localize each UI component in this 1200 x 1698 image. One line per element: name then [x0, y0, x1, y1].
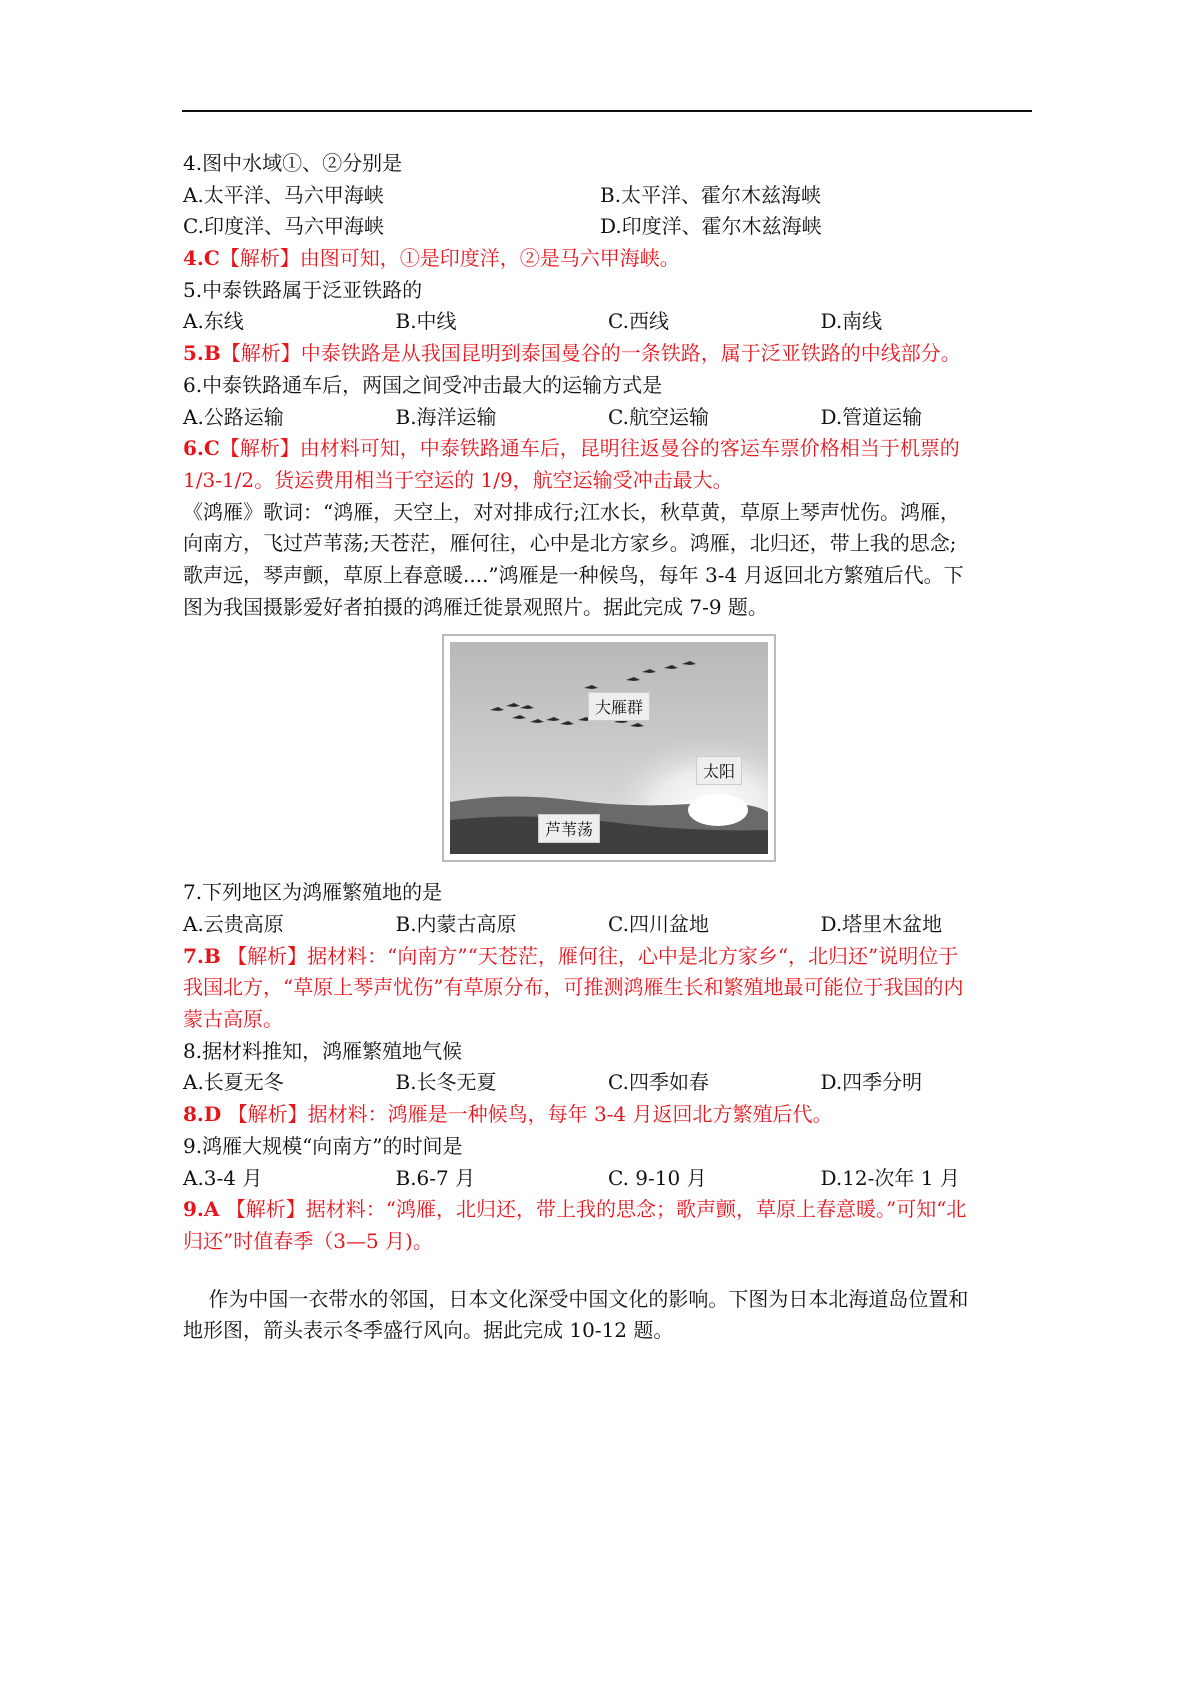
question-5-options — [183, 306, 1033, 338]
option-a: A.公路运输 — [183, 404, 284, 429]
question-8-options — [183, 1067, 1033, 1099]
section-gap — [183, 1258, 1033, 1284]
option-c: C.西线 — [608, 309, 669, 334]
question-7-answer-line3: 蒙古高原。 — [183, 1007, 283, 1032]
answer-explanation: 【解析】由材料可知，中泰铁路通车后，昆明往返曼谷的客运车票价格相当于机票的 — [219, 436, 960, 461]
option-a: A.3-4 月 — [183, 1165, 263, 1190]
geese-photo — [450, 642, 768, 854]
passage-2-line2: 地形图，箭头表示冬季盛行风向。据此完成 10-12 题。 — [183, 1318, 674, 1343]
answer-explanation: 【解析】据材料：“鸿雁，北归还，带上我的思念；歌声颤，草原上春意暖。”可知“北 — [219, 1197, 967, 1222]
answer-key: 4.C — [183, 246, 220, 271]
option-a: A.东线 — [183, 309, 244, 334]
question-7-answer-line2: 我国北方，“草原上琴声忧伤”有草原分布，可推测鸿雁生长和繁殖地最可能位于我国的内 — [183, 975, 964, 1000]
option-d: D.塔里木盆地 — [820, 912, 943, 936]
option-b: B.海洋运输 — [395, 404, 497, 429]
answer-key: 8.D — [183, 1102, 222, 1127]
label-geese: 大雁群 — [588, 692, 650, 721]
question-9-options — [183, 1163, 1033, 1195]
answer-explanation: 【解析】据材料：鸿雁是一种候鸟，每年 3-4 月返回北方繁殖后代。 — [221, 1102, 833, 1127]
option-c: C.印度洋、马六甲海峡 — [183, 214, 384, 239]
option-c: C.四川盆地 — [608, 912, 709, 936]
option-c: C.航空运输 — [608, 404, 709, 429]
option-d: D.四季分明 — [820, 1070, 923, 1095]
question-6-answer-line2: 1/3-1/2。货运费用相当于空运的 1/9，航空运输受冲击最大。 — [183, 467, 733, 492]
passage-1-line2: 向南方，飞过芦苇荡;天苍茫，雁何往，心中是北方家乡。鸿雁，北归还，带上我的思念; — [183, 531, 957, 556]
passage-2-line1: 作为中国一衣带水的邻国，日本文化深受中国文化的影响。下图为日本北海道岛位置和 — [183, 1286, 969, 1311]
geese-photo-figure — [442, 634, 776, 862]
option-d: D.12-次年 1 月 — [820, 1165, 960, 1190]
question-4-answer — [183, 243, 1033, 275]
question-7-answer-line1 — [183, 941, 1033, 973]
question-7-stem: 7.下列地区为鸿雁繁殖地的是 — [183, 880, 443, 905]
label-reeds: 芦苇荡 — [538, 814, 600, 843]
option-b: B.6-7 月 — [395, 1165, 476, 1190]
question-5-stem: 5.中泰铁路属于泛亚铁路的 — [183, 277, 423, 302]
question-9-stem: 9.鸿雁大规模“向南方”的时间是 — [183, 1133, 463, 1158]
option-a: A.长夏无冬 — [183, 1070, 284, 1095]
option-b: B.太平洋、霍尔木兹海峡 — [600, 182, 822, 207]
question-4-stem: 4.图中水域①、②分别是 — [183, 151, 403, 175]
question-4-options-row2 — [183, 211, 1033, 243]
answer-key: 7.B — [183, 943, 221, 968]
question-6-answer-line1 — [183, 433, 1033, 465]
option-b: B.中线 — [395, 309, 457, 334]
question-9-answer-line1 — [183, 1194, 1033, 1226]
option-b: B.长冬无夏 — [395, 1070, 497, 1095]
question-8-stem: 8.据材料推知，鸿雁繁殖地气候 — [183, 1038, 463, 1063]
label-sun: 太阳 — [696, 756, 742, 785]
question-6-stem: 6.中泰铁路通车后，两国之间受冲击最大的运输方式是 — [183, 372, 663, 397]
sun-shape — [688, 794, 748, 826]
option-d: D.印度洋、霍尔木兹海峡 — [600, 214, 822, 239]
option-b: B.内蒙古高原 — [395, 912, 517, 936]
option-c: C. 9-10 月 — [608, 1165, 707, 1190]
option-d: D.管道运输 — [820, 404, 923, 429]
question-4-options-row1 — [183, 180, 1033, 212]
question-6-options — [183, 402, 1033, 434]
question-9-answer-line2: 归还”时值春季（3—5 月)。 — [183, 1228, 433, 1253]
answer-explanation: 【解析】据材料：“向南方”“天苍茫，雁何往，心中是北方家乡“，北归还”说明位于 — [220, 943, 959, 968]
question-5-answer — [183, 338, 1033, 370]
answer-explanation: 【解析】由图可知，①是印度洋，②是马六甲海峡。 — [219, 246, 680, 271]
question-7-options — [183, 909, 1033, 941]
option-d: D.南线 — [820, 309, 883, 334]
passage-1-line3: 歌声远，琴声颤，草原上春意暖....”鸿雁是一种候鸟，每年 3-4 月返回北方繁殖后代。下 — [183, 562, 964, 587]
answer-explanation: 【解析】中泰铁路是从我国昆明到泰国曼谷的一条铁路，属于泛亚铁路的中线部分。 — [220, 341, 961, 366]
option-c: C.四季如春 — [608, 1070, 709, 1095]
answer-key: 9.A — [183, 1197, 220, 1222]
answer-key: 6.C — [183, 436, 220, 461]
header-rule — [182, 110, 1032, 112]
passage-1-line1: 《鸿雁》歌词：“鸿雁，天空上，对对排成行;江水长，秋草黄，草原上琴声忧伤。鸿雁， — [183, 499, 960, 524]
passage-1-line4: 图为我国摄影爱好者拍摄的鸿雁迁徙景观照片。据此完成 7-9 题。 — [183, 594, 768, 619]
question-8-answer — [183, 1099, 1033, 1131]
answer-key: 5.B — [183, 341, 221, 366]
option-a: A.云贵高原 — [183, 912, 284, 936]
option-a: A.太平洋、马六甲海峡 — [183, 182, 384, 207]
